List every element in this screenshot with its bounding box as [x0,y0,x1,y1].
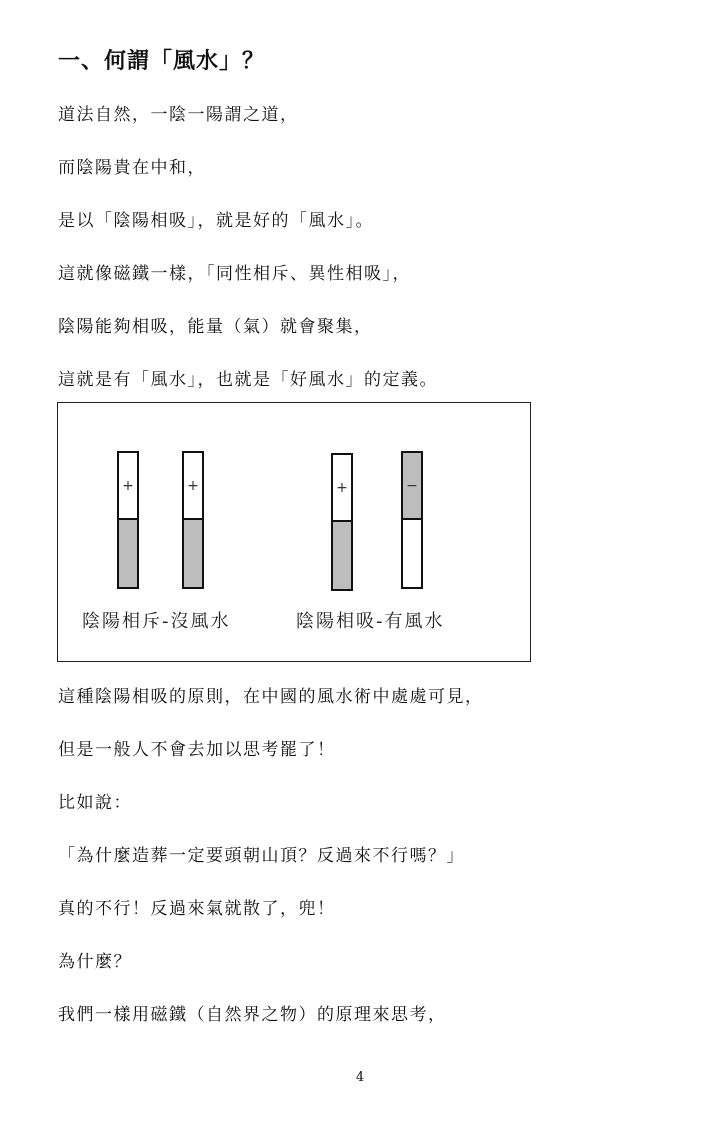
magnet-bottom-half [119,520,137,587]
caption-attract: 陰陽相吸-有風水 [296,611,445,632]
paragraph-line: 比如說： [58,793,132,813]
caption-repel: 陰陽相斥-沒風水 [82,611,231,632]
magnet-top-half [184,453,202,520]
paragraph-line: 這種陰陽相吸的原則，在中國的風水術中處處可見， [58,687,484,707]
magnet-bar [182,451,204,589]
paragraph-line: 我們一樣用磁鐵（自然界之物）的原理來思考， [58,1005,447,1025]
magnet-top-half [119,453,137,520]
plus-sign-icon: + [187,477,199,494]
magnet-bottom-half [333,522,351,589]
paragraph-line: 為什麼？ [58,952,132,972]
plus-sign-icon: + [122,477,134,494]
paragraph-line: 真的不行！反過來氣就散了，兜！ [58,899,336,919]
magnet-bar [401,451,423,589]
paragraph-line: 而陰陽貴在中和， [58,158,206,178]
magnet-figure [57,402,531,662]
magnet-top-half [403,453,421,520]
paragraph-line: 道法自然，一陰一陽謂之道， [58,105,299,125]
section-heading: 一、何謂「風水」？ [58,49,266,74]
paragraph-line: 這就像磁鐵一樣，「同性相斥、異性相吸」， [58,264,411,284]
paragraph-line: 但是一般人不會去加以思考罷了！ [58,740,336,760]
plus-sign-icon: + [336,479,348,496]
paragraph-line: 這就是有「風水」，也就是「好風水」的定義。 [58,370,438,390]
magnet-bar [117,451,139,589]
page-number: 4 [355,1070,365,1085]
paragraph-line: 是以「陰陽相吸」，就是好的「風水」。 [58,211,374,231]
magnet-bar [331,453,353,591]
magnet-top-half [333,455,351,522]
magnet-bottom-half [184,520,202,587]
paragraph-line: 「為什麼造葬一定要頭朝山頂？反過來不行嗎？」 [58,846,465,866]
paragraph-line: 陰陽能夠相吸，能量（氣）就會聚集， [58,317,373,337]
magnet-bottom-half [403,520,421,587]
minus-sign-icon: − [406,477,418,494]
